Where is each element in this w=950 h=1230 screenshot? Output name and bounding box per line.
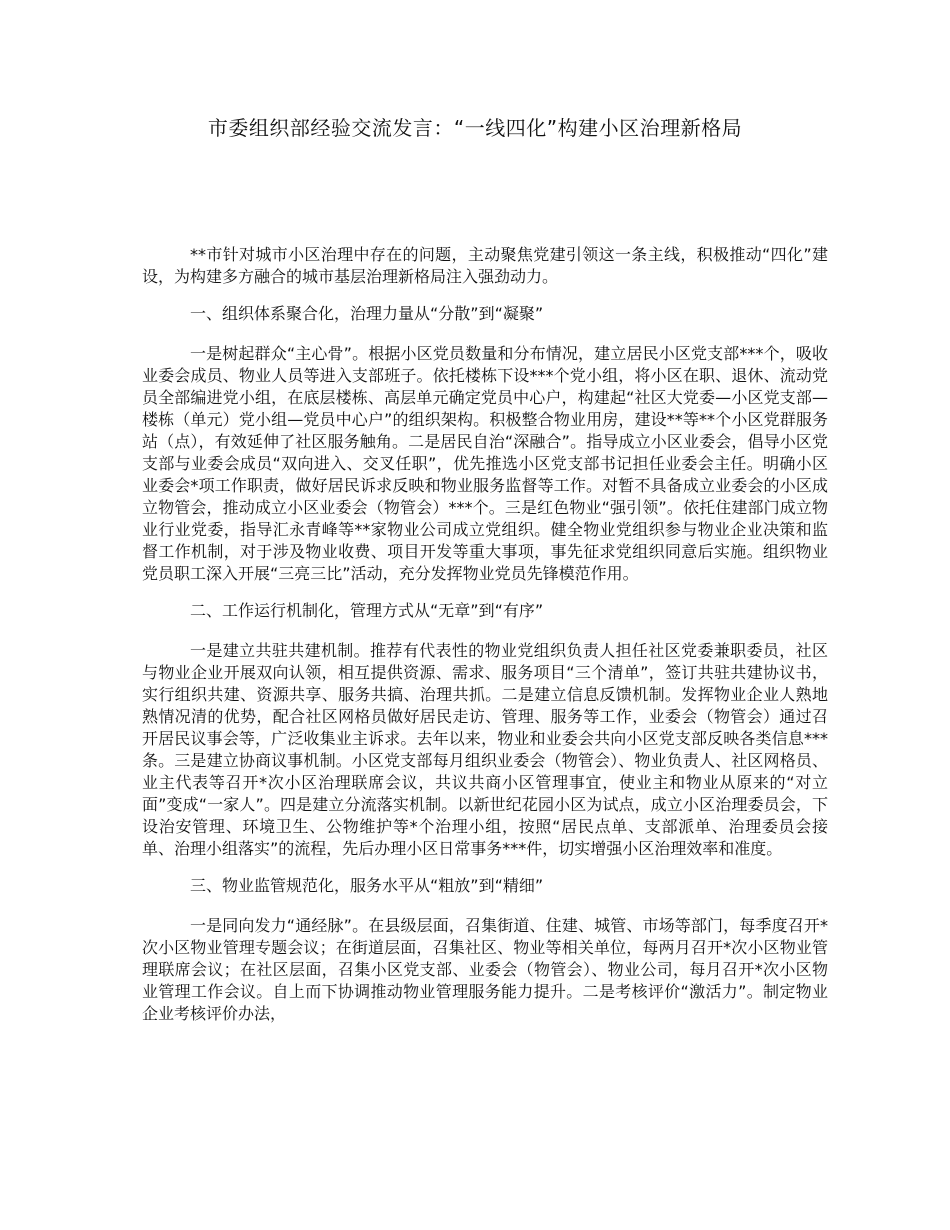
intro-paragraph: **市针对城市小区治理中存在的问题，主动聚焦党建引领这一条主线，积极推动“四化”建设，为构建多方融合的城市基层治理新格局注入强劲动力。	[142, 245, 828, 286]
section-heading-2: 二、工作运行机制化，管理方式从“无章”到“有序”	[190, 601, 544, 620]
section-3-paragraph: 一是同向发力“通经脉”。在县级层面，召集街道、住建、城管、市场等部门，每季度召开*次小区物业管理专题会议；在街道层面，召集社区、物业等相关单位，每两月召开*次小区物业管理联席会议；在社区层面，召集小区党支部、业委会（物管会）、物业公司，每月召开*次小区物业管理工作会议。自上而下协调推动物业管理服务能力提升。二是考核评价“激活力”。制定物业企业考核评价办法，	[142, 916, 828, 1023]
document-body	[142, 244, 828, 1040]
section-1-paragraph: 一是树起群众“主心骨”。根据小区党员数量和分布情况，建立居民小区党支部***个，吸收业委会成员、物业人员等进入支部班子。依托楼栋下设***个党小组，将小区在职、退休、流动党员全部编进党小组，在底层楼栋、高层单元确定党员中心户，构建起“社区大党委—小区党支部—楼栋（单元）党小组—党员中心户”的组织架构。积极整合物业用房，建设**等**个小区党群服务站（点），有效延伸了社区服务触角。二是居民自治“深融合”。指导成立小区业委会，倡导小区党支部与业委会成员“双向进入、交叉任职”，优先推选小区党支部书记担任业委会主任。明确小区业委会*项工作职责，做好居民诉求反映和物业服务监督等工作。对暂不具备成立业委会的小区成立物管会，推动成立小区业委会（物管会）***个。三是红色物业“强引领”。依托住建部门成立物业行业党委，指导汇永青峰等**家物业公司成立党组织。健全物业党组织参与物业企业决策和监督工作机制，对于涉及物业收费、项目开发等重大事项，事先征求党组织同意后实施。组织物业党员职工深入开展“三亮三比”活动，充分发挥物业党员先锋模范作用。	[142, 344, 828, 583]
section-heading-1: 一、组织体系聚合化，治理力量从“分散”到“凝聚”	[190, 304, 544, 323]
section-2-paragraph: 一是建立共驻共建机制。推荐有代表性的物业党组织负责人担任社区党委兼职委员，社区与物业企业开展双向认领，相互提供资源、需求、服务项目“三个清单”，签订共驻共建协议书，实行组织共建、资源共享、服务共搞、治理共抓。二是建立信息反馈机制。发挥物业企业人熟地熟情况清的优势，配合社区网格员做好居民走访、管理、服务等工作，业委会（物管会）通过召开居民议事会等，广泛收集业主诉求。去年以来，物业和业委会共向小区党支部反映各类信息***条。三是建立协商议事机制。小区党支部每月组织业委会（物管会）、物业负责人、社区网格员、业主代表等召开*次小区治理联席会议，共议共商小区管理事宜，使业主和物业从原来的“对立面”变成“一家人”。四是建立分流落实机制。以新世纪花园小区为试点，成立小区治理委员会，下设治安管理、环境卫生、公物维护等*个治理小组，按照“居民点单、支部派单、治理委员会接单、治理小组落实”的流程，先后办理小区日常事务***件，切实增强小区治理效率和准度。	[142, 641, 828, 858]
section-heading-3: 三、物业监管规范化，服务水平从“粗放”到“精细”	[190, 876, 544, 895]
document-title: 市委组织部经验交流发言：“一线四化”构建小区治理新格局	[207, 116, 743, 140]
